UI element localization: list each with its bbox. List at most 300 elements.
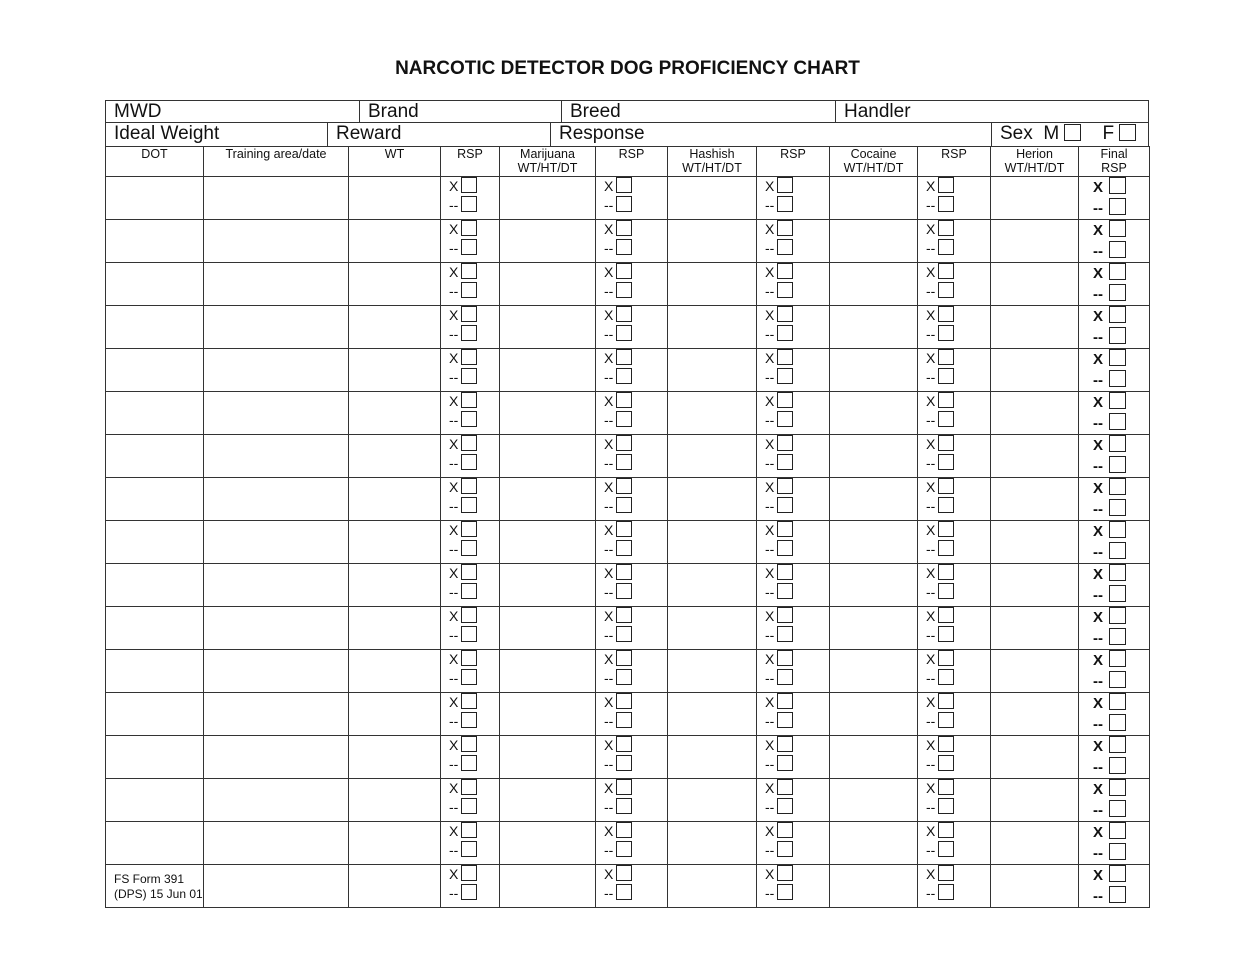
- yes-checkbox[interactable]: [777, 478, 793, 494]
- no-checkbox[interactable]: [938, 239, 954, 255]
- no-checkbox[interactable]: [461, 411, 477, 427]
- yes-checkbox[interactable]: [461, 177, 477, 193]
- hashish-cell[interactable]: [668, 306, 757, 349]
- yes-checkbox[interactable]: [777, 263, 793, 279]
- yes-checkbox[interactable]: [616, 865, 632, 881]
- yes-checkbox[interactable]: [616, 263, 632, 279]
- hashish-cell[interactable]: [668, 478, 757, 521]
- yes-checkbox[interactable]: [777, 521, 793, 537]
- yes-checkbox[interactable]: [1109, 306, 1126, 323]
- yes-checkbox[interactable]: [461, 865, 477, 881]
- no-checkbox[interactable]: [461, 712, 477, 728]
- training-area-cell[interactable]: [204, 306, 349, 349]
- yes-checkbox[interactable]: [461, 822, 477, 838]
- no-checkbox[interactable]: [616, 712, 632, 728]
- training-area-cell[interactable]: [204, 263, 349, 306]
- cocaine-cell[interactable]: [830, 779, 918, 822]
- no-checkbox[interactable]: [616, 411, 632, 427]
- dot-cell[interactable]: [106, 521, 204, 564]
- wt-cell[interactable]: [349, 564, 441, 607]
- breed-field[interactable]: [561, 101, 835, 122]
- yes-checkbox[interactable]: [461, 564, 477, 580]
- herion-cell[interactable]: [991, 349, 1079, 392]
- marijuana-cell[interactable]: [500, 822, 596, 865]
- no-checkbox[interactable]: [1109, 628, 1126, 645]
- no-checkbox[interactable]: [616, 497, 632, 513]
- no-checkbox[interactable]: [777, 841, 793, 857]
- yes-checkbox[interactable]: [616, 822, 632, 838]
- yes-checkbox[interactable]: [616, 177, 632, 193]
- no-checkbox[interactable]: [461, 755, 477, 771]
- no-checkbox[interactable]: [938, 712, 954, 728]
- yes-checkbox[interactable]: [616, 607, 632, 623]
- hashish-cell[interactable]: [668, 392, 757, 435]
- no-checkbox[interactable]: [1109, 843, 1126, 860]
- yes-checkbox[interactable]: [938, 650, 954, 666]
- no-checkbox[interactable]: [1109, 757, 1126, 774]
- no-checkbox[interactable]: [777, 325, 793, 341]
- yes-checkbox[interactable]: [1109, 865, 1126, 882]
- yes-checkbox[interactable]: [938, 478, 954, 494]
- yes-checkbox[interactable]: [616, 220, 632, 236]
- herion-cell[interactable]: [991, 822, 1079, 865]
- no-checkbox[interactable]: [1109, 542, 1126, 559]
- yes-checkbox[interactable]: [616, 478, 632, 494]
- ideal-weight-field[interactable]: [106, 123, 327, 146]
- no-checkbox[interactable]: [777, 454, 793, 470]
- yes-checkbox[interactable]: [938, 736, 954, 752]
- no-checkbox[interactable]: [1109, 499, 1126, 516]
- training-area-cell[interactable]: [204, 349, 349, 392]
- training-area-cell[interactable]: [204, 607, 349, 650]
- cocaine-cell[interactable]: [830, 650, 918, 693]
- no-checkbox[interactable]: [616, 454, 632, 470]
- cocaine-cell[interactable]: [830, 478, 918, 521]
- no-checkbox[interactable]: [938, 540, 954, 556]
- yes-checkbox[interactable]: [461, 607, 477, 623]
- yes-checkbox[interactable]: [777, 822, 793, 838]
- herion-cell[interactable]: [991, 220, 1079, 263]
- dot-cell[interactable]: [106, 220, 204, 263]
- yes-checkbox[interactable]: [777, 736, 793, 752]
- yes-checkbox[interactable]: [1109, 392, 1126, 409]
- yes-checkbox[interactable]: [461, 349, 477, 365]
- yes-checkbox[interactable]: [938, 306, 954, 322]
- yes-checkbox[interactable]: [777, 693, 793, 709]
- cocaine-cell[interactable]: [830, 564, 918, 607]
- dot-cell[interactable]: [106, 607, 204, 650]
- marijuana-cell[interactable]: [500, 435, 596, 478]
- yes-checkbox[interactable]: [777, 650, 793, 666]
- herion-cell[interactable]: [991, 736, 1079, 779]
- hashish-cell[interactable]: [668, 650, 757, 693]
- no-checkbox[interactable]: [616, 325, 632, 341]
- yes-checkbox[interactable]: [616, 736, 632, 752]
- marijuana-cell[interactable]: [500, 392, 596, 435]
- no-checkbox[interactable]: [616, 540, 632, 556]
- training-area-cell[interactable]: [204, 478, 349, 521]
- yes-checkbox[interactable]: [1109, 779, 1126, 796]
- herion-cell[interactable]: [991, 435, 1079, 478]
- yes-checkbox[interactable]: [1109, 177, 1126, 194]
- no-checkbox[interactable]: [1109, 800, 1126, 817]
- no-checkbox[interactable]: [616, 626, 632, 642]
- cocaine-cell[interactable]: [830, 392, 918, 435]
- no-checkbox[interactable]: [461, 497, 477, 513]
- training-area-cell[interactable]: [204, 693, 349, 736]
- marijuana-cell[interactable]: [500, 736, 596, 779]
- no-checkbox[interactable]: [616, 669, 632, 685]
- hashish-cell[interactable]: [668, 736, 757, 779]
- yes-checkbox[interactable]: [616, 521, 632, 537]
- no-checkbox[interactable]: [1109, 886, 1126, 903]
- marijuana-cell[interactable]: [500, 220, 596, 263]
- yes-label: X: [1093, 351, 1104, 368]
- wt-cell[interactable]: [349, 865, 441, 908]
- wt-cell[interactable]: [349, 263, 441, 306]
- marijuana-cell[interactable]: [500, 693, 596, 736]
- yes-checkbox[interactable]: [777, 392, 793, 408]
- wt-cell[interactable]: [349, 650, 441, 693]
- yes-checkbox[interactable]: [616, 435, 632, 451]
- yes-checkbox[interactable]: [938, 779, 954, 795]
- no-checkbox[interactable]: [777, 755, 793, 771]
- yes-checkbox[interactable]: [1109, 349, 1126, 366]
- cocaine-cell[interactable]: [830, 220, 918, 263]
- cocaine-cell[interactable]: [830, 306, 918, 349]
- marijuana-cell[interactable]: [500, 564, 596, 607]
- dot-cell[interactable]: [106, 177, 204, 220]
- no-checkbox[interactable]: [777, 196, 793, 212]
- wt-cell[interactable]: [349, 607, 441, 650]
- yes-checkbox[interactable]: [616, 779, 632, 795]
- no-checkbox[interactable]: [938, 755, 954, 771]
- no-checkbox[interactable]: [461, 884, 477, 900]
- no-checkbox[interactable]: [616, 196, 632, 212]
- yes-checkbox[interactable]: [461, 478, 477, 494]
- no-checkbox[interactable]: [616, 583, 632, 599]
- no-checkbox[interactable]: [461, 626, 477, 642]
- no-checkbox[interactable]: [1109, 284, 1126, 301]
- yes-checkbox[interactable]: [616, 306, 632, 322]
- no-checkbox[interactable]: [616, 884, 632, 900]
- no-checkbox[interactable]: [1109, 585, 1126, 602]
- yes-checkbox[interactable]: [461, 521, 477, 537]
- yes-checkbox[interactable]: [938, 693, 954, 709]
- no-checkbox[interactable]: [938, 841, 954, 857]
- herion-cell[interactable]: [991, 392, 1079, 435]
- no-checkbox[interactable]: [938, 196, 954, 212]
- no-checkbox[interactable]: [461, 196, 477, 212]
- yes-checkbox[interactable]: [461, 220, 477, 236]
- yes-checkbox[interactable]: [616, 564, 632, 580]
- no-checkbox[interactable]: [1109, 370, 1126, 387]
- dot-cell[interactable]: [106, 478, 204, 521]
- no-checkbox[interactable]: [1109, 241, 1126, 258]
- wt-cell[interactable]: [349, 220, 441, 263]
- hashish-cell[interactable]: [668, 865, 757, 908]
- cocaine-cell[interactable]: [830, 263, 918, 306]
- no-checkbox[interactable]: [1109, 198, 1126, 215]
- cocaine-cell[interactable]: [830, 177, 918, 220]
- no-checkbox[interactable]: [777, 239, 793, 255]
- training-area-cell[interactable]: [204, 220, 349, 263]
- wt-cell[interactable]: [349, 306, 441, 349]
- training-area-cell[interactable]: [204, 736, 349, 779]
- yes-checkbox[interactable]: [1109, 650, 1126, 667]
- wt-cell[interactable]: [349, 693, 441, 736]
- yes-checkbox[interactable]: [461, 650, 477, 666]
- no-checkbox[interactable]: [938, 368, 954, 384]
- yes-checkbox[interactable]: [461, 435, 477, 451]
- no-checkbox[interactable]: [461, 583, 477, 599]
- no-checkbox[interactable]: [777, 583, 793, 599]
- yes-checkbox[interactable]: [938, 865, 954, 881]
- no-checkbox[interactable]: [461, 669, 477, 685]
- yes-checkbox[interactable]: [777, 564, 793, 580]
- marijuana-cell[interactable]: [500, 607, 596, 650]
- yes-checkbox[interactable]: [938, 435, 954, 451]
- no-checkbox[interactable]: [616, 841, 632, 857]
- wt-cell[interactable]: [349, 779, 441, 822]
- no-checkbox[interactable]: [461, 454, 477, 470]
- yes-checkbox[interactable]: [616, 349, 632, 365]
- no-checkbox[interactable]: [461, 798, 477, 814]
- yes-checkbox[interactable]: [777, 349, 793, 365]
- no-checkbox[interactable]: [1109, 327, 1126, 344]
- dot-cell[interactable]: [106, 263, 204, 306]
- training-area-cell[interactable]: [204, 822, 349, 865]
- no-checkbox[interactable]: [461, 239, 477, 255]
- no-checkbox[interactable]: [461, 325, 477, 341]
- training-area-cell[interactable]: [204, 392, 349, 435]
- yes-checkbox[interactable]: [777, 220, 793, 236]
- no-checkbox[interactable]: [938, 884, 954, 900]
- wt-cell[interactable]: [349, 392, 441, 435]
- no-checkbox[interactable]: [616, 368, 632, 384]
- wt-cell[interactable]: [349, 478, 441, 521]
- no-checkbox[interactable]: [777, 669, 793, 685]
- yes-checkbox[interactable]: [616, 693, 632, 709]
- yes-checkbox[interactable]: [461, 736, 477, 752]
- marijuana-cell[interactable]: [500, 650, 596, 693]
- yes-checkbox[interactable]: [938, 263, 954, 279]
- no-checkbox[interactable]: [461, 841, 477, 857]
- yes-checkbox[interactable]: [461, 779, 477, 795]
- yes-checkbox[interactable]: [938, 220, 954, 236]
- yes-checkbox[interactable]: [461, 693, 477, 709]
- herion-cell[interactable]: [991, 177, 1079, 220]
- yes-checkbox[interactable]: [461, 306, 477, 322]
- marijuana-cell[interactable]: [500, 306, 596, 349]
- cocaine-cell[interactable]: [830, 607, 918, 650]
- wt-cell[interactable]: [349, 177, 441, 220]
- no-checkbox[interactable]: [461, 540, 477, 556]
- cocaine-cell[interactable]: [830, 822, 918, 865]
- handler-field[interactable]: [835, 101, 1150, 122]
- cocaine-cell[interactable]: [830, 521, 918, 564]
- wt-cell[interactable]: [349, 349, 441, 392]
- reward-field[interactable]: [327, 123, 550, 146]
- cocaine-cell[interactable]: [830, 736, 918, 779]
- herion-cell[interactable]: [991, 650, 1079, 693]
- no-checkbox[interactable]: [777, 540, 793, 556]
- marijuana-cell[interactable]: [500, 263, 596, 306]
- herion-cell[interactable]: [991, 263, 1079, 306]
- no-checkbox[interactable]: [938, 411, 954, 427]
- hashish-cell[interactable]: [668, 822, 757, 865]
- marijuana-cell[interactable]: [500, 349, 596, 392]
- hashish-cell[interactable]: [668, 220, 757, 263]
- dot-cell[interactable]: [106, 306, 204, 349]
- yes-checkbox[interactable]: [777, 865, 793, 881]
- yes-checkbox[interactable]: [1109, 478, 1126, 495]
- no-checkbox[interactable]: [616, 798, 632, 814]
- yes-checkbox[interactable]: [777, 177, 793, 193]
- hashish-cell[interactable]: [668, 564, 757, 607]
- training-area-cell[interactable]: [204, 865, 349, 908]
- no-checkbox[interactable]: [1109, 671, 1126, 688]
- yes-checkbox[interactable]: [777, 607, 793, 623]
- no-checkbox[interactable]: [461, 282, 477, 298]
- yes-checkbox[interactable]: [616, 392, 632, 408]
- cocaine-cell[interactable]: [830, 349, 918, 392]
- hashish-cell[interactable]: [668, 693, 757, 736]
- no-checkbox[interactable]: [616, 755, 632, 771]
- no-checkbox[interactable]: [777, 884, 793, 900]
- herion-cell[interactable]: [991, 478, 1079, 521]
- yes-checkbox[interactable]: [1109, 822, 1126, 839]
- marijuana-cell[interactable]: [500, 865, 596, 908]
- brand-field[interactable]: [359, 101, 561, 122]
- yes-checkbox[interactable]: [938, 349, 954, 365]
- no-checkbox[interactable]: [938, 626, 954, 642]
- hashish-cell[interactable]: [668, 435, 757, 478]
- no-checkbox[interactable]: [938, 669, 954, 685]
- hashish-cell[interactable]: [668, 349, 757, 392]
- cocaine-cell[interactable]: [830, 693, 918, 736]
- herion-cell[interactable]: [991, 306, 1079, 349]
- no-checkbox[interactable]: [777, 497, 793, 513]
- response-field[interactable]: [550, 123, 991, 146]
- marijuana-cell[interactable]: [500, 779, 596, 822]
- herion-cell[interactable]: [991, 607, 1079, 650]
- no-checkbox[interactable]: [616, 282, 632, 298]
- no-checkbox[interactable]: [938, 497, 954, 513]
- marijuana-cell[interactable]: [500, 478, 596, 521]
- dot-cell[interactable]: [106, 349, 204, 392]
- training-area-cell[interactable]: [204, 779, 349, 822]
- herion-cell[interactable]: [991, 865, 1079, 908]
- yes-checkbox[interactable]: [1109, 693, 1126, 710]
- hashish-cell[interactable]: [668, 263, 757, 306]
- hashish-cell[interactable]: [668, 177, 757, 220]
- marijuana-cell[interactable]: [500, 521, 596, 564]
- yes-checkbox[interactable]: [938, 822, 954, 838]
- herion-cell[interactable]: [991, 564, 1079, 607]
- dot-cell[interactable]: [106, 435, 204, 478]
- yes-checkbox[interactable]: [1109, 220, 1126, 237]
- wt-cell[interactable]: [349, 435, 441, 478]
- no-checkbox[interactable]: [777, 282, 793, 298]
- no-checkbox[interactable]: [938, 798, 954, 814]
- dot-cell[interactable]: [106, 650, 204, 693]
- no-checkbox[interactable]: [777, 368, 793, 384]
- yes-checkbox[interactable]: [1109, 521, 1126, 538]
- yes-checkbox[interactable]: [1109, 564, 1126, 581]
- training-area-cell[interactable]: [204, 521, 349, 564]
- male-label: M: [1043, 123, 1060, 144]
- hashish-cell[interactable]: [668, 521, 757, 564]
- no-checkbox[interactable]: [461, 368, 477, 384]
- yes-checkbox[interactable]: [616, 650, 632, 666]
- no-checkbox[interactable]: [777, 798, 793, 814]
- cocaine-cell[interactable]: [830, 865, 918, 908]
- hashish-cell[interactable]: [668, 607, 757, 650]
- hashish-cell[interactable]: [668, 779, 757, 822]
- herion-cell[interactable]: [991, 779, 1079, 822]
- no-checkbox[interactable]: [777, 626, 793, 642]
- no-checkbox[interactable]: [616, 239, 632, 255]
- dot-cell[interactable]: [106, 392, 204, 435]
- no-checkbox[interactable]: [938, 583, 954, 599]
- wt-cell[interactable]: [349, 521, 441, 564]
- no-checkbox[interactable]: [777, 411, 793, 427]
- no-checkbox[interactable]: [1109, 413, 1126, 430]
- yes-checkbox[interactable]: [938, 177, 954, 193]
- yes-checkbox[interactable]: [1109, 263, 1126, 280]
- yes-checkbox[interactable]: [938, 607, 954, 623]
- herion-cell[interactable]: [991, 693, 1079, 736]
- no-checkbox[interactable]: [938, 454, 954, 470]
- no-label: --: [604, 670, 614, 686]
- training-area-cell[interactable]: [204, 435, 349, 478]
- yes-checkbox[interactable]: [461, 392, 477, 408]
- yes-checkbox[interactable]: [461, 263, 477, 279]
- training-area-cell[interactable]: [204, 564, 349, 607]
- no-checkbox[interactable]: [1109, 714, 1126, 731]
- herion-cell[interactable]: [991, 521, 1079, 564]
- no-checkbox[interactable]: [777, 712, 793, 728]
- no-checkbox[interactable]: [938, 325, 954, 341]
- yes-checkbox[interactable]: [1109, 736, 1126, 753]
- wt-cell[interactable]: [349, 736, 441, 779]
- yes-checkbox[interactable]: [938, 564, 954, 580]
- yes-checkbox[interactable]: [938, 392, 954, 408]
- dot-cell[interactable]: [106, 779, 204, 822]
- no-checkbox[interactable]: [1109, 456, 1126, 473]
- yes-checkbox[interactable]: [777, 779, 793, 795]
- yes-checkbox[interactable]: [1109, 435, 1126, 452]
- yes-checkbox[interactable]: [777, 306, 793, 322]
- dot-cell[interactable]: [106, 693, 204, 736]
- wt-cell[interactable]: [349, 822, 441, 865]
- training-area-cell[interactable]: [204, 650, 349, 693]
- female-checkbox[interactable]: [1119, 124, 1136, 141]
- yes-checkbox[interactable]: [777, 435, 793, 451]
- marijuana-cell[interactable]: [500, 177, 596, 220]
- training-area-cell[interactable]: [204, 177, 349, 220]
- mwd-field[interactable]: [106, 101, 359, 122]
- dot-cell[interactable]: [106, 822, 204, 865]
- male-checkbox[interactable]: [1064, 124, 1081, 141]
- yes-checkbox[interactable]: [938, 521, 954, 537]
- cocaine-cell[interactable]: [830, 435, 918, 478]
- dot-cell[interactable]: [106, 736, 204, 779]
- no-checkbox[interactable]: [938, 282, 954, 298]
- dot-cell[interactable]: [106, 564, 204, 607]
- yes-checkbox[interactable]: [1109, 607, 1126, 624]
